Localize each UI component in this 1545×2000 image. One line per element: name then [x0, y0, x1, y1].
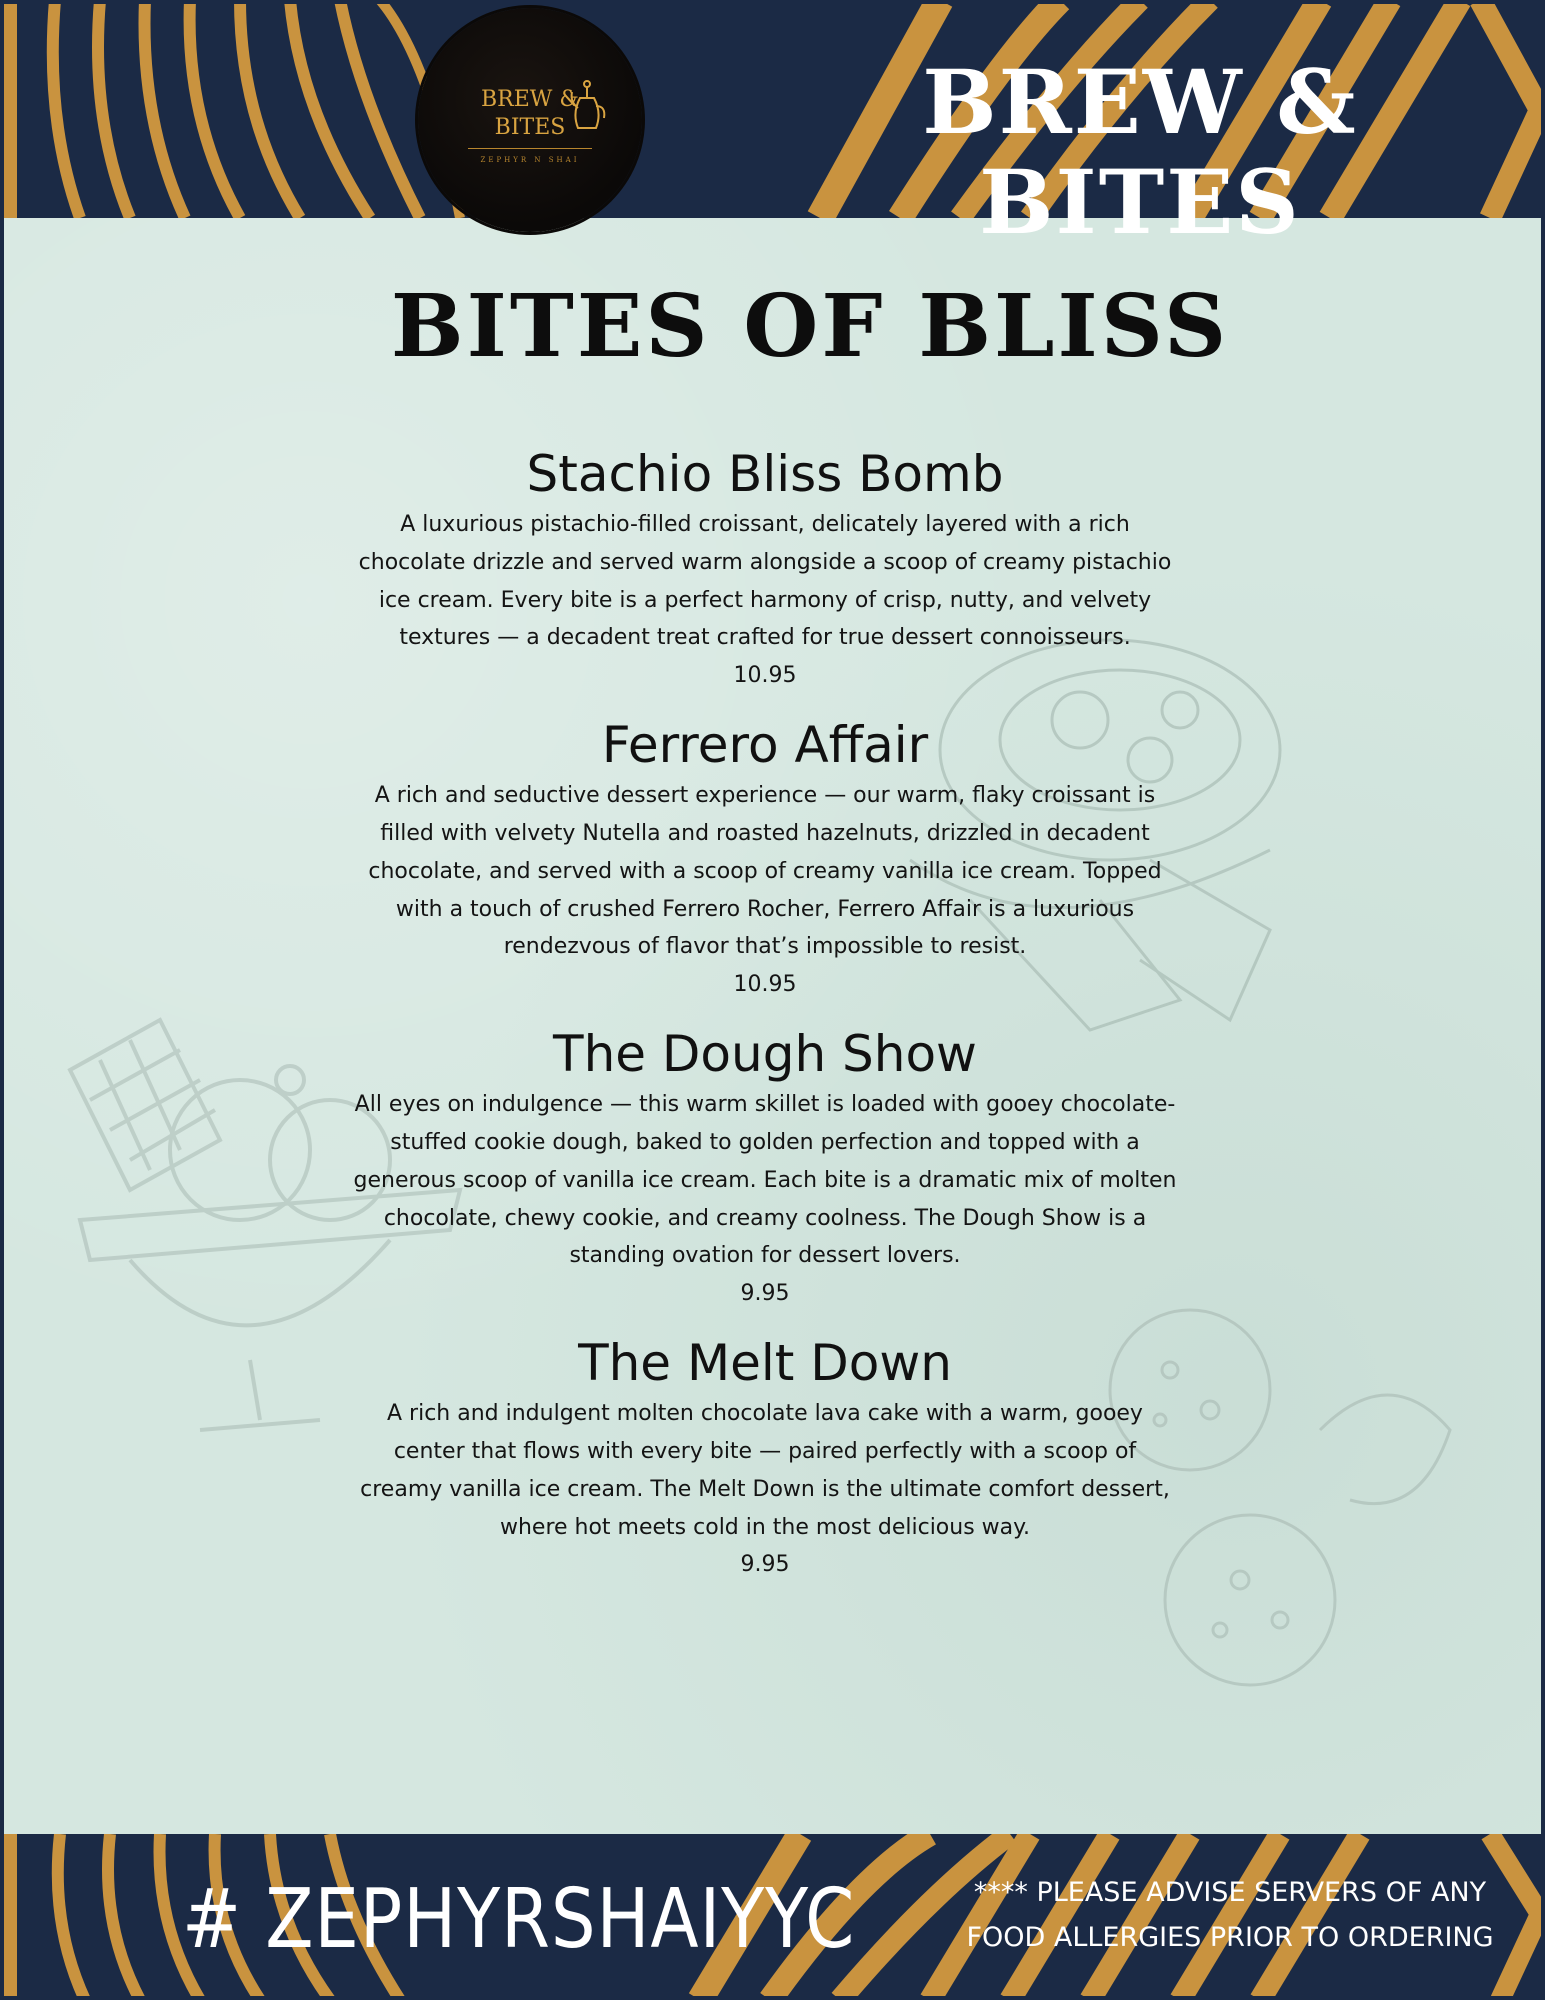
item-name: The Melt Down: [578, 1334, 952, 1393]
item-description: A rich and seductive dessert experience — our warm, flaky croissant is filled with velvety Nutella and roasted hazelnuts, drizzled in decadent chocolate, and served with a scoop of creamy vanilla ice cream. Topped with a touch of crushed Ferrero Rocher, Ferrero Affair is a luxurious rendezvous of flavor that’s impossible to resist.: [368, 783, 1162, 960]
menu-section-title: BITES OF BLISS: [390, 276, 1230, 377]
item-name: Stachio Bliss Bomb: [526, 445, 1004, 503]
logo-line-1: BREW &: [481, 87, 579, 112]
item-name: The Dough Show: [553, 1025, 977, 1084]
item-description: A luxurious pistachio-filled croissant, delicately layered with a rich chocolate drizzle and served warm alongside a scoop of creamy pistachio ice cream. Every bite is a perfect harmony of crisp, nutty, and velvety textures — a decadent treat crafted for true dessert connoisseurs.: [358, 512, 1172, 651]
logo-tagline: ZEPHYR N SHAI: [480, 156, 580, 164]
teapot-icon: [568, 78, 608, 138]
brand-name: BREW & BITES: [922, 50, 1358, 254]
item-description: A rich and indulgent molten chocolate lava cake with a warm, gooey center that flows with every bite — paired perfectly with a scoop of creamy vanilla ice cream. The Melt Down is the ultimate comfort dessert, where hot meets cold in the most delicious way.: [360, 1401, 1170, 1540]
allergy-notice-line-1: **** PLEASE ADVISE SERVERS OF ANY: [973, 1877, 1487, 1908]
logo-line-2: BITES: [494, 115, 566, 140]
allergy-notice: [930, 1870, 1530, 1960]
item-price: 9.95: [740, 1552, 790, 1578]
logo-divider: [468, 148, 592, 149]
item-price: 9.95: [740, 1281, 790, 1307]
logo-wordmark: [418, 86, 642, 142]
brand-logo: [418, 8, 642, 232]
menu-item: [340, 1331, 1190, 1584]
menu-item: [340, 1022, 1190, 1313]
item-name: Ferrero Affair: [601, 716, 929, 775]
menu-item: [340, 713, 1190, 1004]
item-price: 10.95: [733, 972, 797, 998]
menu-items: [340, 442, 1190, 1602]
item-description: All eyes on indulgence — this warm skillet is loaded with gooey chocolate-stuffed cookie dough, baked to golden perfection and topped with a generous scoop of vanilla ice cream. Each bite is a dramatic mix of molten chocolate, chewy cookie, and creamy coolness. The Dough Show is a standing ovation for dessert lovers.: [353, 1092, 1177, 1269]
item-price: 10.95: [733, 663, 797, 689]
allergy-notice-line-2: FOOD ALLERGIES PRIOR TO ORDERING: [966, 1922, 1494, 1953]
menu-item: [340, 442, 1190, 695]
social-hashtag: # ZEPHYRSHAIYYC: [182, 1872, 856, 1967]
